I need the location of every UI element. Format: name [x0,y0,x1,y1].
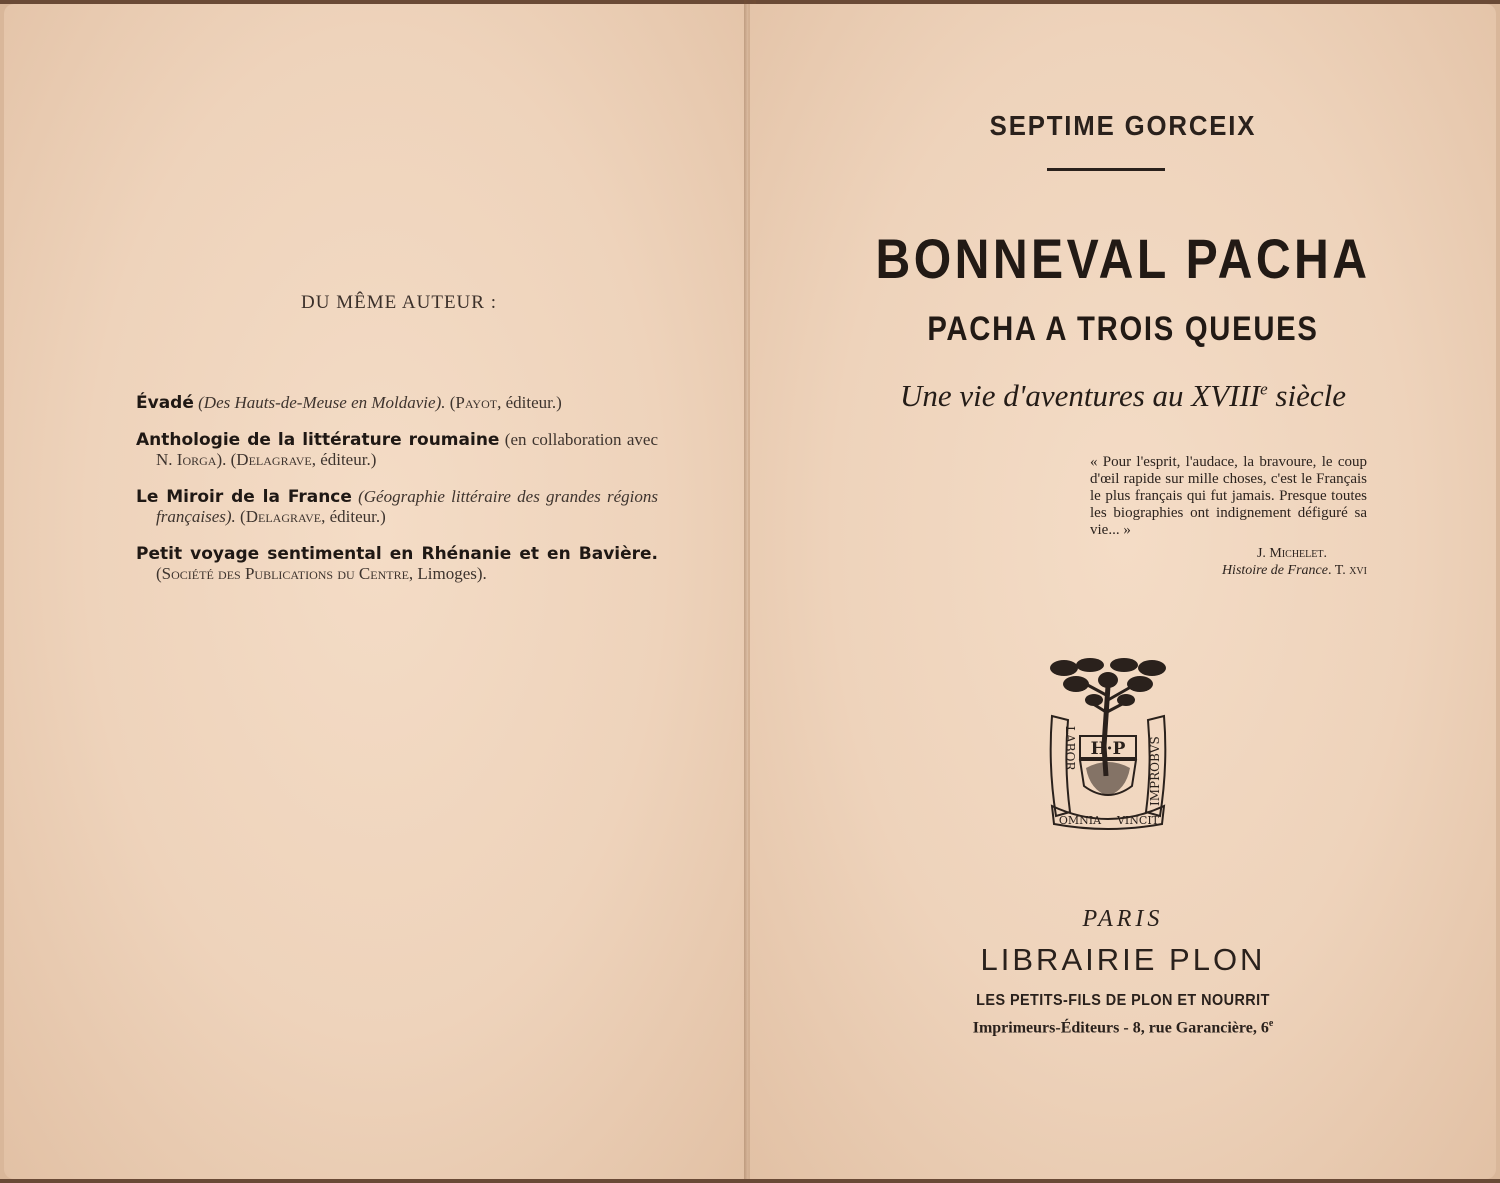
epigraph-source-volume: . T. xvi [1327,563,1367,578]
mark-motto-left: LABOR [1063,726,1077,771]
work-publisher-suffix: , éditeur.) [321,507,386,526]
work-entry [136,487,658,527]
tagline-superscript: e [1260,379,1268,399]
epigraph-source [1090,562,1367,579]
address-text: Imprimeurs-Éditeurs - 8, rue Garancière, 6 [972,1019,1269,1037]
epigraph-text: « Pour l'esprit, l'audace, la bravoure, le coup d'œil rapide sur mille choses, c'est le Français le plus français qui fut jamais. Presque toutes les biographies ont indignement défiguré sa vie... » [1090,454,1367,538]
title-rule [1047,168,1165,171]
mark-motto-right: IMPROBVS [1148,736,1162,806]
work-entry [136,393,658,413]
imprint-city: PARIS [1082,906,1164,932]
work-description: (Géographie littéraire des grandes régions françaises). [156,487,658,526]
work-publisher-prefix: ( [226,450,237,469]
book-tagline [750,378,1496,414]
work-publisher-prefix: ( [449,393,456,412]
works-list [136,376,658,598]
work-publisher-name: Payot [455,393,498,412]
work-title: Petit voyage sentimental en Rhénanie et en Bavière. [136,544,658,564]
work-description: (Des Hauts-de-Meuse en Moldavie). [198,393,446,412]
address-superscript: e [1268,1018,1274,1029]
work-publisher-suffix: , éditeur.) [311,450,377,469]
mark-motto-bottom-left: OMNIA [1058,814,1102,827]
author-name: SEPTIME GORCEIX [989,110,1257,141]
work-entry [136,430,658,470]
imprint-heirs: LES PETITS-FILS DE PLON ET NOURRIT [976,992,1270,1009]
book-title: BONNEVAL PACHA [875,227,1371,290]
work-publisher-name: Delagrave [236,450,312,469]
tagline-prefix: Une vie d'aventures au XVIII [900,378,1261,413]
right-page [750,4,1496,1179]
work-publisher-prefix: ( [156,564,162,583]
work-publisher-suffix: , Limoges). [408,564,487,583]
left-page [4,4,748,1179]
imprint-publisher: LIBRAIRIE PLON [980,942,1266,977]
imprint-address [750,1018,1496,1037]
work-publisher-name: Société des Publications du Centre [161,564,409,583]
same-author-heading: DU MÊME AUTEUR : [301,292,497,313]
mark-monogram: H·P [1090,739,1126,759]
work-title: Le Miroir de la France [136,487,352,507]
epigraph-source-title: Histoire de France [1221,563,1328,578]
tagline-suffix: siècle [1267,378,1346,413]
work-title: Anthologie de la littérature roumaine [136,430,500,450]
book-subtitle: PACHA A TROIS QUEUES [927,310,1319,348]
book-edge-bottom [0,1179,1500,1183]
epigraph [1090,454,1367,579]
work-note: (en collaboration avec N. [156,430,658,469]
work-publisher-prefix: ( [235,507,246,526]
printers-mark-icon [1046,656,1170,832]
work-entry [136,544,658,584]
work-note-end: ). [216,450,227,469]
work-title: Évadé [136,393,194,413]
mark-motto-bottom-right: VINCIT [1116,814,1160,827]
work-publisher-name: Delagrave [245,507,322,526]
work-publisher-suffix: , éditeur.) [497,393,562,412]
epigraph-author: J. Michelet. [1256,546,1327,561]
work-note-name: Iorga [176,450,217,469]
